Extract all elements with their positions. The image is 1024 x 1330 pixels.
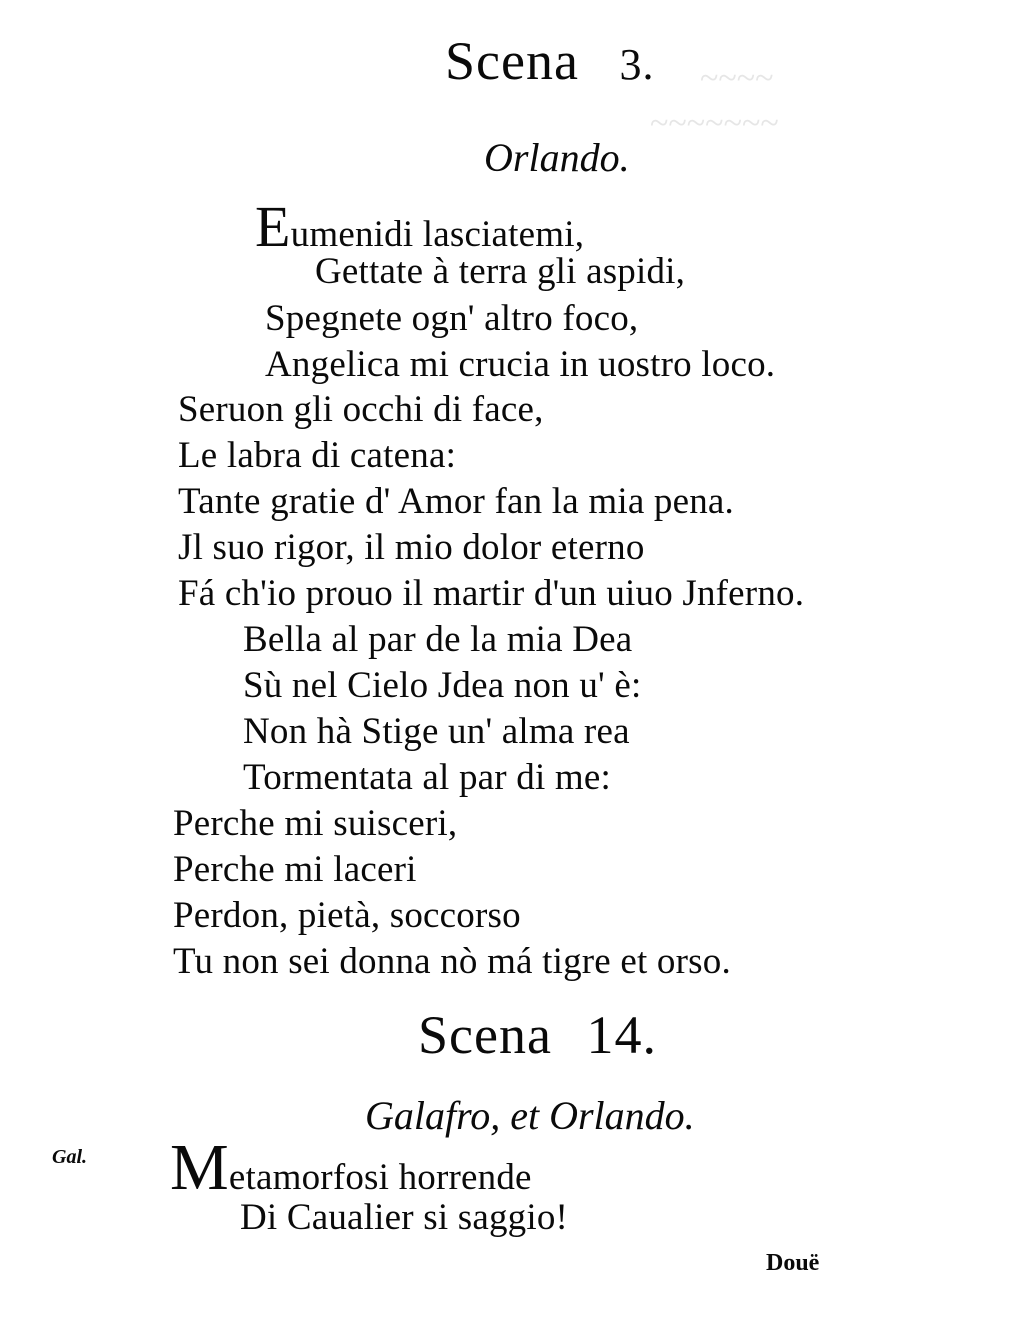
verse-line: Perche mi laceri <box>173 849 417 890</box>
verse-line: Jl suo rigor, il mio dolor eterno <box>178 527 645 568</box>
verse-line: Tu non sei donna nò má tigre et orso. <box>173 941 731 982</box>
verse-line: Sù nel Cielo Jdea non u' è: <box>243 665 642 706</box>
verse-line: Tante gratie d' Amor fan la mia pena. <box>178 481 734 522</box>
scene-3-speaker: Orlando. <box>484 135 630 180</box>
verse-line: Bella al par de la mia Dea <box>243 619 633 660</box>
verse-line: Gettate à terra gli aspidi, <box>315 251 686 292</box>
verse-line: Angelica mi crucia in uostro loco. <box>265 344 776 385</box>
scene-14-speakers: Galafro, et Orlando. <box>365 1093 695 1138</box>
verse-line: Le labra di catena: <box>178 435 457 476</box>
bleed-through-texture: ~~~~ <box>700 60 774 97</box>
verse-line: Di Caualier si saggio! <box>240 1197 569 1238</box>
scene-14-title: Scena <box>418 1005 552 1065</box>
margin-speaker-label: Gal. <box>52 1146 87 1168</box>
verse-text: umenidi lasciatemi, <box>290 214 585 255</box>
scene-14-heading <box>418 1004 657 1066</box>
drop-cap-initial: M <box>170 1131 229 1204</box>
scene-3-number: 3. <box>619 40 655 89</box>
catchword: Douë <box>766 1250 820 1276</box>
drop-cap-initial: E <box>255 194 291 259</box>
verse-line: Perche mi suisceri, <box>173 803 458 844</box>
verse-line <box>170 1131 532 1204</box>
verse-line: Perdon, pietà, soccorso <box>173 895 521 936</box>
bleed-through-texture: ~~~~~~~ <box>650 105 779 142</box>
verse-text: etamorfosi horrende <box>228 1157 532 1198</box>
scene-3-heading <box>445 30 654 92</box>
scene-3-title: Scena <box>445 31 579 91</box>
verse-line: Seruon gli occhi di face, <box>178 389 544 430</box>
verse-line: Spegnete ogn' altro foco, <box>265 298 639 339</box>
verse-line: Fá ch'io prouo il martir d'un uiuo Jnferno. <box>178 573 805 614</box>
verse-line: Tormentata al par di me: <box>243 757 611 798</box>
verse-line: Non hà Stige un' alma rea <box>243 711 630 752</box>
scene-14-number: 14. <box>586 1005 657 1065</box>
